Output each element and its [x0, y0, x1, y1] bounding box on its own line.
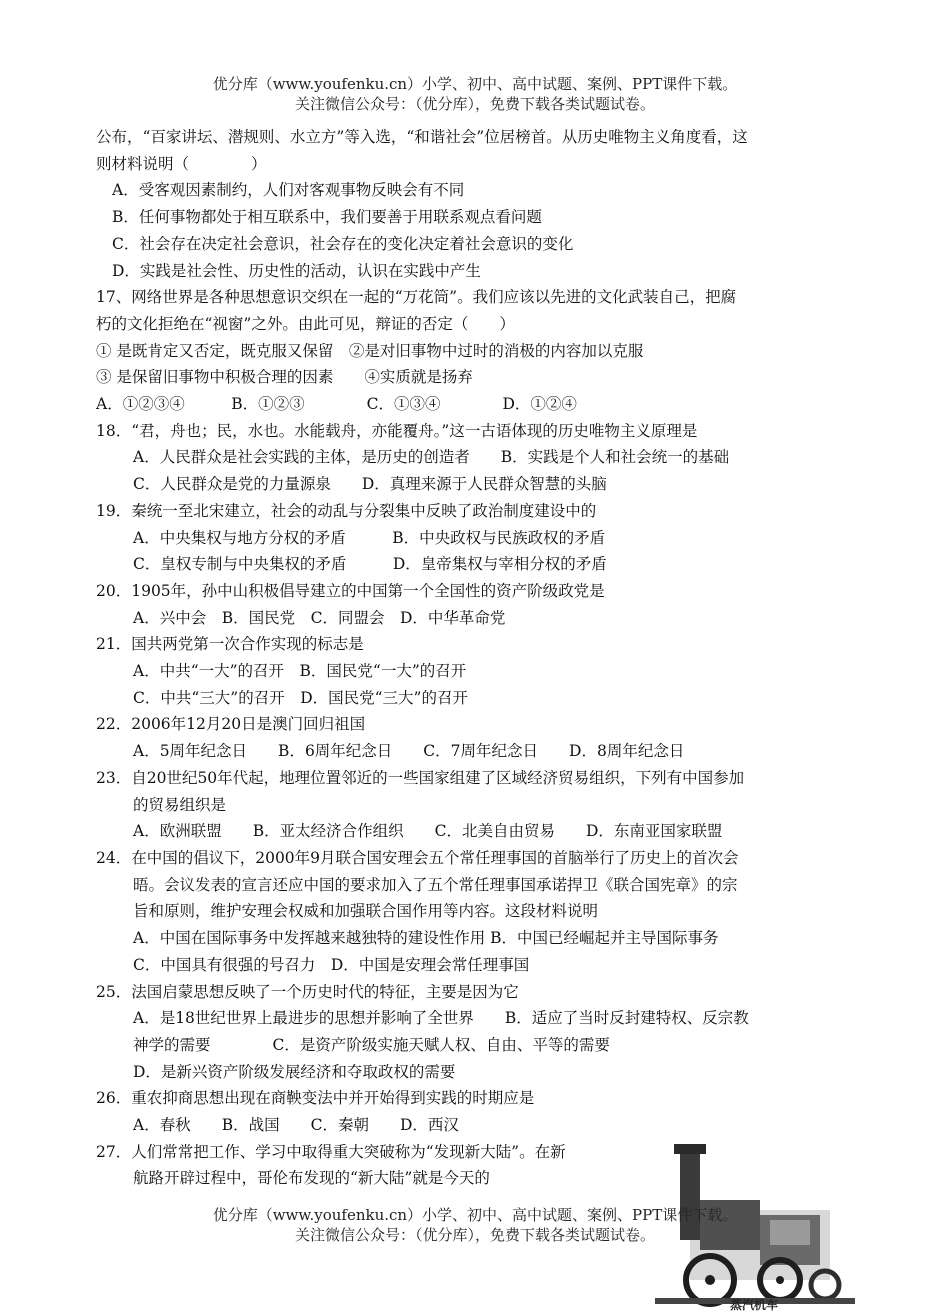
question-19: 19．秦统一至北宋建立，社会的动乱与分裂集中反映了政治制度建设中的: [96, 501, 597, 520]
option-line: C．社会存在决定社会意识，社会存在的变化决定着社会意识的变化: [112, 234, 574, 253]
page-header: [0, 74, 950, 114]
option-line: 神学的需要 C．是资产阶级实施天赋人权、自由、平等的需要: [133, 1035, 610, 1054]
question-25: 25．法国启蒙思想反映了一个历史时代的特征，主要是因为它: [96, 982, 519, 1001]
option-line: A．中央集权与地方分权的矛盾 B．中央政权与民族政权的矛盾: [133, 528, 606, 547]
text-line: 则材料说明（ ）: [96, 154, 267, 173]
option-line: A．受客观因素制约，人们对客观事物反映会有不同: [112, 181, 465, 200]
footer-line-1: 优分库（www.youfenku.cn）小学、初中、高中试题、案例、PPT课件下载。: [212, 1206, 738, 1224]
question-26: 26．重农抑商思想出现在商鞅变法中并开始得到实践的时期应是: [96, 1089, 535, 1108]
option-line: C．皇权专制与中央集权的矛盾 D．皇帝集权与宰相分权的矛盾: [133, 555, 607, 574]
option-line: C．中共“三大”的召开 D．国民党“三大”的召开: [133, 688, 468, 707]
text-line: ① 是既肯定又否定，既克服又保留 ②是对旧事物中过时的消极的内容加以克服: [96, 341, 644, 360]
option-line: D．是新兴资产阶级发展经济和夺取政权的需要: [133, 1062, 456, 1081]
option-line: A．欧洲联盟 B．亚太经济合作组织 C．北美自由贸易 D．东南亚国家联盟: [133, 822, 723, 841]
footer-line-2: 关注微信公众号：（优分库），免费下载各类试题试卷。: [294, 1226, 655, 1244]
question-22: 22．2006年12月20日是澳门回归祖国: [96, 715, 366, 734]
text-line: 晤。会议发表的宣言还应中国的要求加入了五个常任理事国承诺捍卫《联合国宪章》的宗: [133, 875, 738, 894]
option-line: C．中国具有很强的号召力 D．中国是安理会常任理事国: [133, 955, 530, 974]
text-line: 的贸易组织是: [133, 795, 227, 814]
option-line: B．任何事物都处于相互联系中，我们要善于用联系观点看问题: [112, 208, 542, 227]
option-line: C．人民群众是党的力量源泉 D．真理来源于人民群众智慧的头脑: [133, 475, 607, 494]
option-line: D．实践是社会性、历史性的活动，认识在实践中产生: [112, 261, 481, 280]
option-line: A．兴中会 B．国民党 C．同盟会 D．中华革命党: [133, 608, 506, 627]
option-line: A．人民群众是社会实践的主体，是历史的创造者 B．实践是个人和社会统一的基础: [133, 448, 730, 467]
option-line: A．春秋 B．战国 C．秦朝 D．西汉: [133, 1116, 459, 1135]
question-21: 21．国共两党第一次合作实现的标志是: [96, 635, 364, 654]
text-line: ③ 是保留旧事物中积极合理的因素 ④实质就是扬弃: [96, 368, 473, 387]
option-line: A．5周年纪念日 B．6周年纪念日 C．7周年纪念日 D．8周年纪念日: [133, 742, 685, 761]
question-18: 18．“君，舟也；民，水也。水能载舟，亦能覆舟。”这一古语体现的历史唯物主义原理是: [96, 421, 698, 440]
text-line: 朽的文化拒绝在“视窗”之外。由此可见，辩证的否定（ ）: [96, 314, 515, 333]
question-20: 20．1905年，孙中山积极倡导建立的中国第一个全国性的资产阶级政党是: [96, 581, 605, 600]
text-line: 公布，“百家讲坛、潜规则、水立方”等入选，“和谐社会”位居榜首。从历史唯物主义角度看，这: [96, 128, 748, 146]
option-line: A．中国在国际事务中发挥越来越独特的建设性作用 B．中国已经崛起并主导国际事务: [133, 929, 719, 948]
text-line: 旨和原则，维护安理会权威和加强联合国作用等内容。这段材料说明: [133, 902, 599, 921]
question-17: 17、网络世界是各种思想意识交织在一起的“万花筒”。我们应该以先进的文化武装自己，把腐: [96, 288, 737, 307]
question-27: 27．人们常常把工作、学习中取得重大突破称为“发现新大陆”。在新: [96, 1142, 566, 1161]
option-line: A．中共“一大”的召开 B．国民党“一大”的召开: [133, 662, 467, 681]
question-24: 24．在中国的倡议下，2000年9月联合国安理会五个常任理事国的首脑举行了历史上的首次会: [96, 848, 739, 867]
option-line: A．①②③④ B．①②③ C．①③④ D．①②④: [96, 395, 577, 414]
question-23: 23．自20世纪50年代起，地理位置邻近的一些国家组建了区域经济贸易组织，下列有中国参加: [96, 768, 745, 787]
header-line-1: 优分库（www.youfenku.cn）小学、初中、高中试题、案例、PPT课件下载。: [212, 75, 738, 93]
text-line: 航路开辟过程中，哥伦布发现的“新大陆”就是今天的: [133, 1169, 490, 1188]
option-line: A．是18世纪世界上最进步的思想并影响了全世界 B．适应了当时反封建特权、反宗教: [133, 1009, 749, 1028]
page-footer: [0, 1205, 950, 1245]
image-caption: 蒸汽机车: [730, 1298, 779, 1312]
exam-body: [96, 124, 856, 1192]
header-line-2: 关注微信公众号：（优分库），免费下载各类试题试卷。: [294, 95, 655, 113]
